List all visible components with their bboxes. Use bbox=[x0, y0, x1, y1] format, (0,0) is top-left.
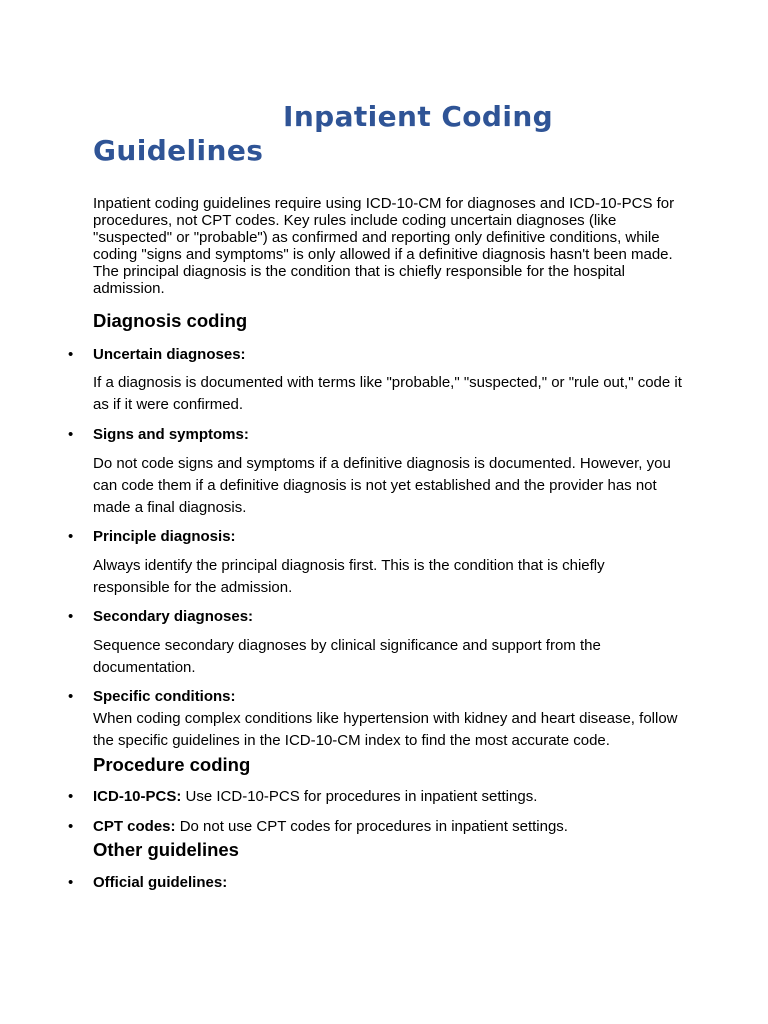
bullet-label: Official guidelines: bbox=[93, 874, 228, 891]
bullet-icon: • bbox=[68, 346, 74, 363]
bullet-label: CPT codes: bbox=[93, 818, 176, 835]
bullet-description: Use ICD-10-PCS for procedures in inpatient settings. bbox=[185, 788, 538, 805]
bullet-label: Specific conditions: bbox=[93, 688, 236, 705]
bullet-description: Sequence secondary diagnoses by clinical significance and support from the documentation. bbox=[93, 637, 601, 676]
heading-procedure-coding: Procedure coding bbox=[93, 754, 251, 775]
bullet-icon: • bbox=[68, 788, 74, 805]
heading-diagnosis-coding: Diagnosis coding bbox=[93, 310, 248, 331]
bullet-label: Uncertain diagnoses: bbox=[93, 346, 246, 363]
bullet-description: Do not code signs and symptoms if a definitive diagnosis is documented. However, you can code them if a definitive diagnosis is not yet established and the provider has not made a final diagnosis. bbox=[93, 455, 671, 516]
bullet-icon: • bbox=[68, 426, 74, 443]
intro-paragraph: Inpatient coding guidelines require using ICD-10-CM for diagnoses and ICD-10-PCS for procedures, not CPT codes. Key rules include coding uncertain diagnoses (like "suspected" or "probable") as confirmed and reporting only definitive conditions, while coding "signs and symptoms" is only allowed if a definitive diagnosis hasn't been made. The principal diagnosis is the condition that is chiefly responsible for the hospital admission. bbox=[93, 195, 675, 297]
list-item bbox=[68, 527, 683, 547]
bullet-description: Do not use CPT codes for procedures in inpatient settings. bbox=[179, 818, 568, 835]
bullet-label: Signs and symptoms: bbox=[93, 426, 249, 443]
bullet-icon: • bbox=[68, 874, 74, 891]
bullet-icon: • bbox=[68, 818, 74, 835]
page-title bbox=[93, 100, 653, 168]
bullet-description: Always identify the principal diagnosis first. This is the condition that is chiefly responsible for the admission. bbox=[93, 557, 605, 596]
bullet-icon: • bbox=[68, 528, 74, 545]
list-item bbox=[68, 687, 683, 707]
list-item bbox=[68, 873, 683, 893]
bullet-label: ICD-10-PCS: bbox=[93, 788, 182, 805]
bullet-description: If a diagnosis is documented with terms like "probable," "suspected," or "rule out," code it as if it were confirmed. bbox=[93, 374, 682, 413]
list-item bbox=[68, 817, 683, 837]
page-title-line1: Inpatient Coding bbox=[283, 100, 554, 133]
bullet-icon: • bbox=[68, 608, 74, 625]
bullet-icon: • bbox=[68, 688, 74, 705]
list-item bbox=[68, 607, 683, 627]
bullet-label: Principle diagnosis: bbox=[93, 528, 236, 545]
list-item bbox=[68, 425, 683, 445]
bullet-description: When coding complex conditions like hypertension with kidney and heart disease, follow the specific guidelines in the ICD-10-CM index to find the most accurate code. bbox=[93, 710, 678, 749]
list-item bbox=[68, 345, 683, 365]
list-item bbox=[68, 787, 683, 807]
heading-other-guidelines: Other guidelines bbox=[93, 839, 239, 860]
bullet-label: Secondary diagnoses: bbox=[93, 608, 254, 625]
page-title-line2: Guidelines bbox=[93, 134, 264, 167]
